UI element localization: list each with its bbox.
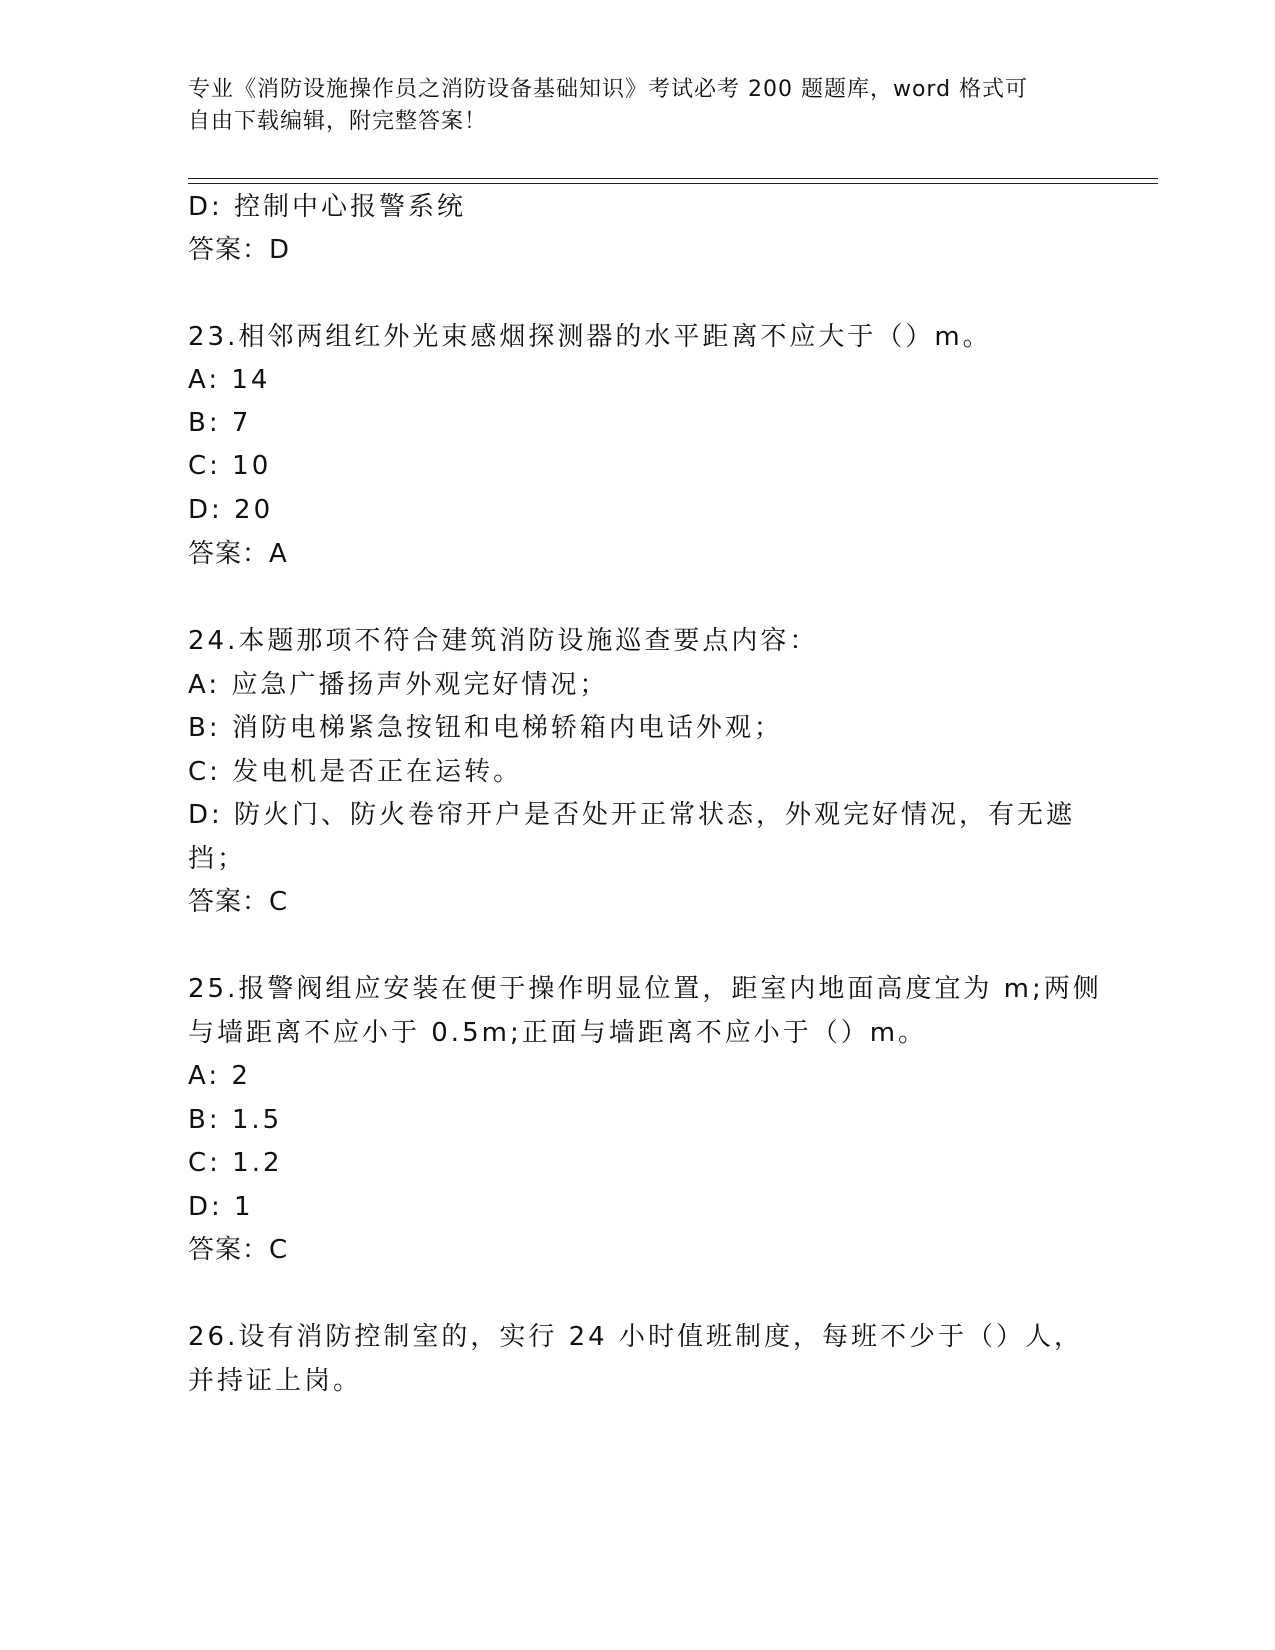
q25-answer: 答案：C [188,1235,289,1265]
q25-option-b: B: 1.5 [188,1105,283,1135]
q23-option-d: D: 20 [188,495,274,525]
q25-option-d: D: 1 [188,1192,254,1222]
q23-answer: 答案：A [188,539,288,569]
q24-option-b: B: 消防电梯紧急按钮和电梯轿箱内电话外观； [188,713,783,743]
header-divider-top [188,178,1158,179]
q24-option-d-line-1: D: 防火门、防火卷帘开户是否处开正常状态，外观完好情况，有无遮 [188,800,1076,830]
q24-option-c: C: 发电机是否正在运转。 [188,757,523,787]
document-header [188,74,1068,138]
q25-question-line-1: 25.报警阀组应安装在便于操作明显位置，距室内地面高度宜为 m;两侧 [188,974,1102,1004]
header-line-2: 自由下载编辑，附完整答案！ [188,109,488,134]
q24-option-a: A: 应急广播扬声外观完好情况； [188,670,609,700]
q24-answer: 答案：C [188,887,289,917]
q24-question: 24.本题那项不符合建筑消防设施巡查要点内容： [188,626,819,656]
q24-option-d-line-2: 挡； [188,844,247,874]
q23-question: 23.相邻两组红外光束感烟探测器的水平距离不应大于（）m。 [188,322,992,352]
q23-option-c: C: 10 [188,451,272,481]
q22-answer: 答案：D [188,235,291,265]
q25-option-a: A: 2 [188,1061,251,1091]
q26-question-line-1: 26.设有消防控制室的，实行 24 小时值班制度，每班不少于（）人， [188,1322,1083,1352]
q25-question-line-2: 与墙距离不应小于 0.5m;正面与墙距离不应小于（）m。 [188,1018,928,1048]
q22-option-d: D: 控制中心报警系统 [188,192,467,222]
q23-option-a: A: 14 [188,365,271,395]
q26-question-line-2: 并持证上岗。 [188,1366,363,1396]
q25-option-c: C: 1.2 [188,1148,283,1178]
header-divider-bottom [188,183,1158,184]
q23-option-b: B: 7 [188,408,252,438]
header-line-1: 专业《消防设施操作员之消防设备基础知识》考试必考 200 题题库，word 格式可 [188,77,1029,102]
